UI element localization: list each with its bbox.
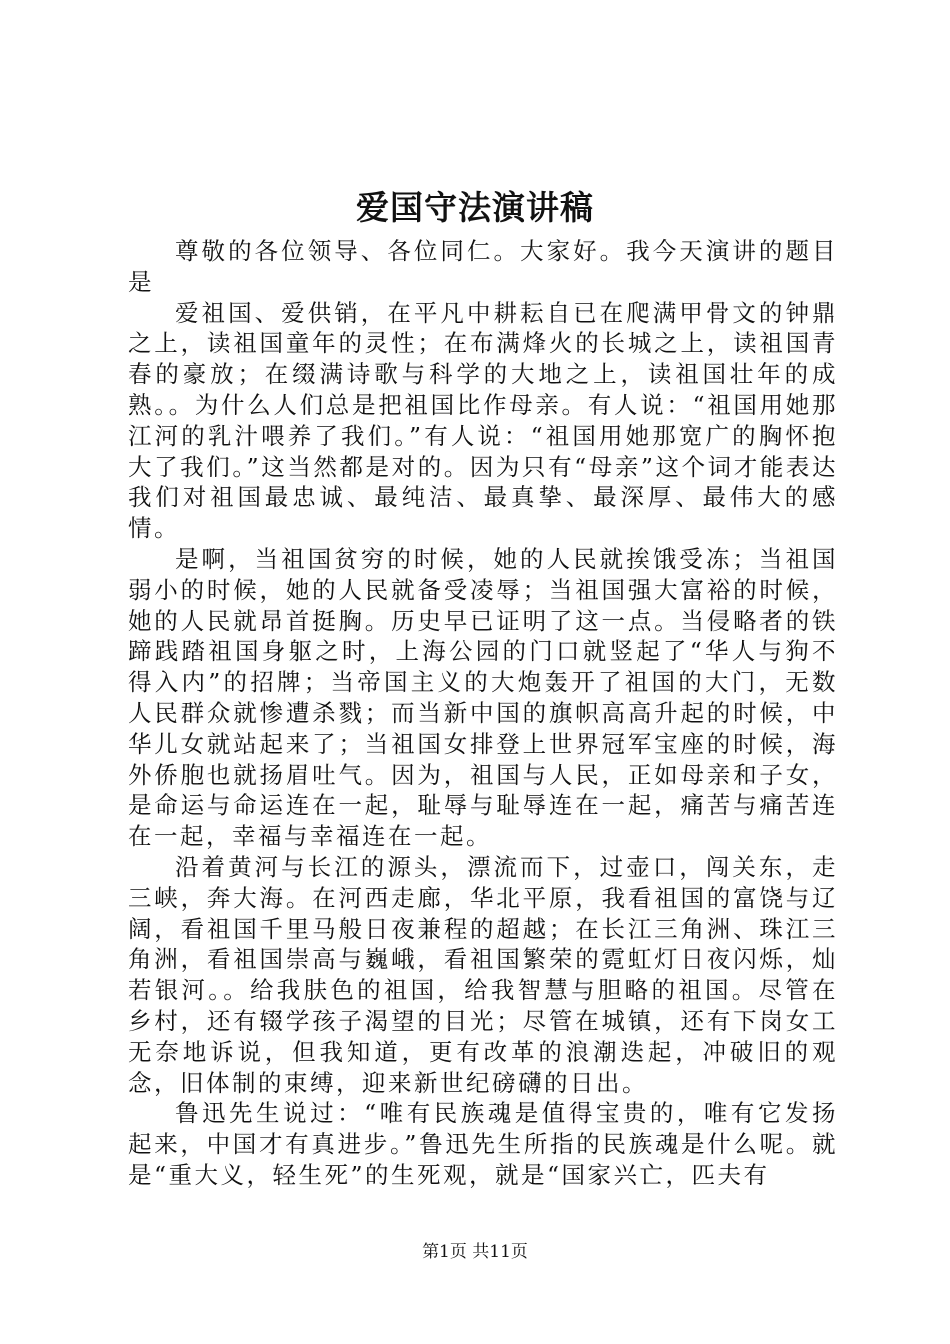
paragraph: 爱祖国、爱供销，在平凡中耕耘自已在爬满甲骨文的钟鼎之上，读祖国童年的灵性；在布满烽火的长城之上，读祖国青春的豪放；在缀满诗歌与科学的大地之上，读祖国壮年的成熟。。为什么人们总是把祖国比作母亲。有人说：“祖国用她那江河的乳汁喂养了我们。”有人说：“祖国用她那宽广的胸怀抱大了我们。”这当然都是对的。因为只有“母亲”这个词才能表达我们对祖国最忠诚、最纯洁、最真挚、最深厚、最伟大的感情。 [128, 298, 838, 543]
paragraph: 是啊，当祖国贫穷的时候，她的人民就挨饿受冻；当祖国弱小的时候，她的人民就备受凌辱；当祖国强大富裕的时候，她的人民就昂首挺胸。历史早已证明了这一点。当侵略者的铁蹄践踏祖国身躯之时，上海公园的门口就竖起了“华人与狗不得入内”的招牌；当帝国主义的大炮轰开了祖国的大门，无数人民群众就惨遭杀戮；而当新中国的旗帜高高升起的时候，中华儿女就站起来了；当祖国女排登上世界冠军宝座的时候，海外侨胞也就扬眉吐气。因为，祖国与人民，正如母亲和子女，是命运与命运连在一起，耻辱与耻辱连在一起，痛苦与痛苦连在一起，幸福与幸福连在一起。 [128, 544, 838, 851]
page-number-footer: 第1页 共11页 [422, 1242, 528, 1262]
document-body [128, 236, 838, 1191]
paragraph: 鲁迅先生说过：“唯有民族魂是值得宝贵的，唯有它发扬起来，中国才有真进步。”鲁迅先生所指的民族魂是什么呢。就是“重大义，轻生死”的生死观，就是“国家兴亡，匹夫有 [128, 1099, 838, 1189]
paragraph: 沿着黄河与长江的源头，漂流而下，过壶口，闯关东，走三峡，奔大海。在河西走廊，华北平原，我看祖国的富饶与辽阔，看祖国千里马般日夜兼程的超越；在长江三角洲、珠江三角洲，看祖国崇高与巍峨，看祖国繁荣的霓虹灯日夜闪烁，灿若银河。。给我肤色的祖国，给我智慧与胆略的祖国。尽管在乡村，还有辍学孩子渴望的目光；尽管在城镇，还有下岗女工无奈地诉说，但我知道，更有改革的浪潮迭起，冲破旧的观念，旧体制的束缚，迎来新世纪磅礴的日出。 [128, 852, 838, 1097]
document-title: 爱国守法演讲稿 [356, 188, 594, 227]
paragraph: 尊敬的各位领导、各位同仁。大家好。我今天演讲的题目是 [128, 237, 838, 296]
